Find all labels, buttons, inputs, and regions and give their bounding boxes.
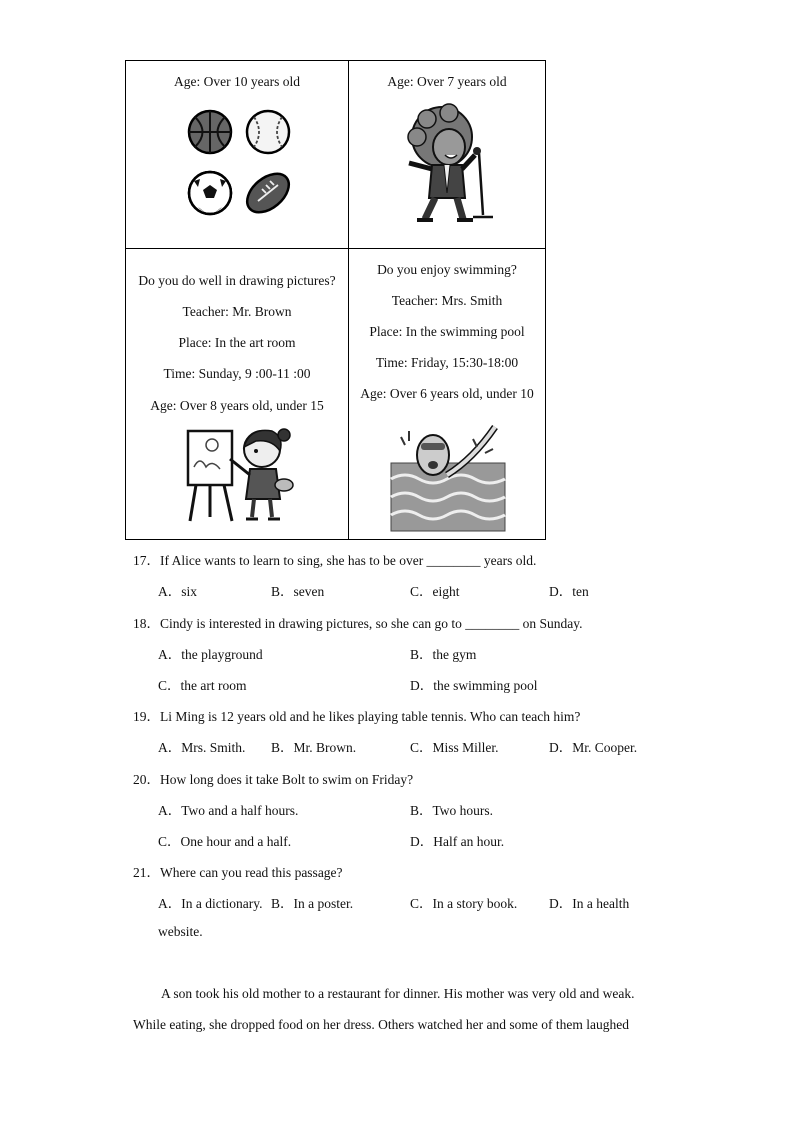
option-a[interactable]: A．six [158, 584, 198, 599]
option-c[interactable]: C．eight [410, 584, 460, 599]
swimmer-icon [389, 419, 507, 533]
option-d[interactable]: D．the swimming pool [410, 678, 538, 693]
cell-sports [126, 61, 349, 249]
option-a[interactable]: A．the playground [158, 647, 263, 662]
option-c[interactable]: C．Miss Miller. [410, 740, 499, 755]
cell-age: Age: Over 8 years old, under 15 [150, 398, 324, 413]
cell-time: Time: Sunday, 9 :00-11 :00 [163, 366, 311, 381]
question-17: 17．If Alice wants to learn to sing, she has to be over ________ years old. [133, 553, 537, 568]
question-18: 18．Cindy is interested in drawing pictures, so she can go to ________ on Sunday. [133, 616, 583, 631]
info-table [125, 60, 546, 540]
cell-age: Age: Over 7 years old [387, 74, 507, 89]
cell-teacher: Teacher: Mr. Brown [182, 304, 292, 319]
option-c[interactable]: C．the art room [158, 678, 247, 693]
option-d[interactable]: D．Mr. Cooper. [549, 740, 638, 755]
option-b[interactable]: B．Two hours. [410, 803, 494, 818]
cell-question: Do you enjoy swimming? [377, 262, 517, 277]
option-c[interactable]: C．In a story book. [410, 896, 518, 911]
sports-balls-icon [186, 109, 296, 219]
option-a[interactable]: A．Mrs. Smith. [158, 740, 246, 755]
option-d[interactable]: D．In a health [549, 896, 630, 911]
cell-age: Age: Over 10 years old [174, 74, 300, 89]
option-b[interactable]: B．Mr. Brown. [271, 740, 357, 755]
question-19: 19．Li Ming is 12 years old and he likes playing table tennis. Who can teach him? [133, 709, 581, 724]
cell-teacher: Teacher: Mrs. Smith [391, 293, 503, 308]
question-20: 20．How long does it take Bolt to swim on Friday? [133, 772, 414, 787]
cell-time: Time: Friday, 15:30-18:00 [375, 355, 519, 370]
option-a[interactable]: A．In a dictionary. [158, 896, 263, 911]
option-d[interactable]: D．Half an hour. [410, 834, 505, 849]
option-d-continued: website. [158, 924, 203, 939]
cell-place: Place: In the swimming pool [369, 324, 525, 339]
cell-question: Do you do well in drawing pictures? [138, 273, 336, 288]
cell-age: Age: Over 6 years old, under 10 [360, 386, 534, 401]
passage-line-2: While eating, she dropped food on her dress. Others watched her and some of them laughed [133, 1017, 629, 1032]
option-d[interactable]: D．ten [549, 584, 589, 599]
girl-painting-icon [180, 419, 296, 523]
cell-drawing [126, 249, 349, 539]
singer-icon [397, 103, 507, 223]
question-21: 21．Where can you read this passage? [133, 865, 343, 880]
option-b[interactable]: B．In a poster. [271, 896, 354, 911]
cell-swimming [349, 249, 545, 539]
option-a[interactable]: A．Two and a half hours. [158, 803, 299, 818]
option-b[interactable]: B．the gym [410, 647, 477, 662]
option-c[interactable]: C．One hour and a half. [158, 834, 292, 849]
cell-singing [349, 61, 545, 249]
passage-line-1: A son took his old mother to a restaurant for dinner. His mother was very old and weak. [161, 986, 635, 1001]
option-b[interactable]: B．seven [271, 584, 325, 599]
cell-place: Place: In the art room [178, 335, 296, 350]
